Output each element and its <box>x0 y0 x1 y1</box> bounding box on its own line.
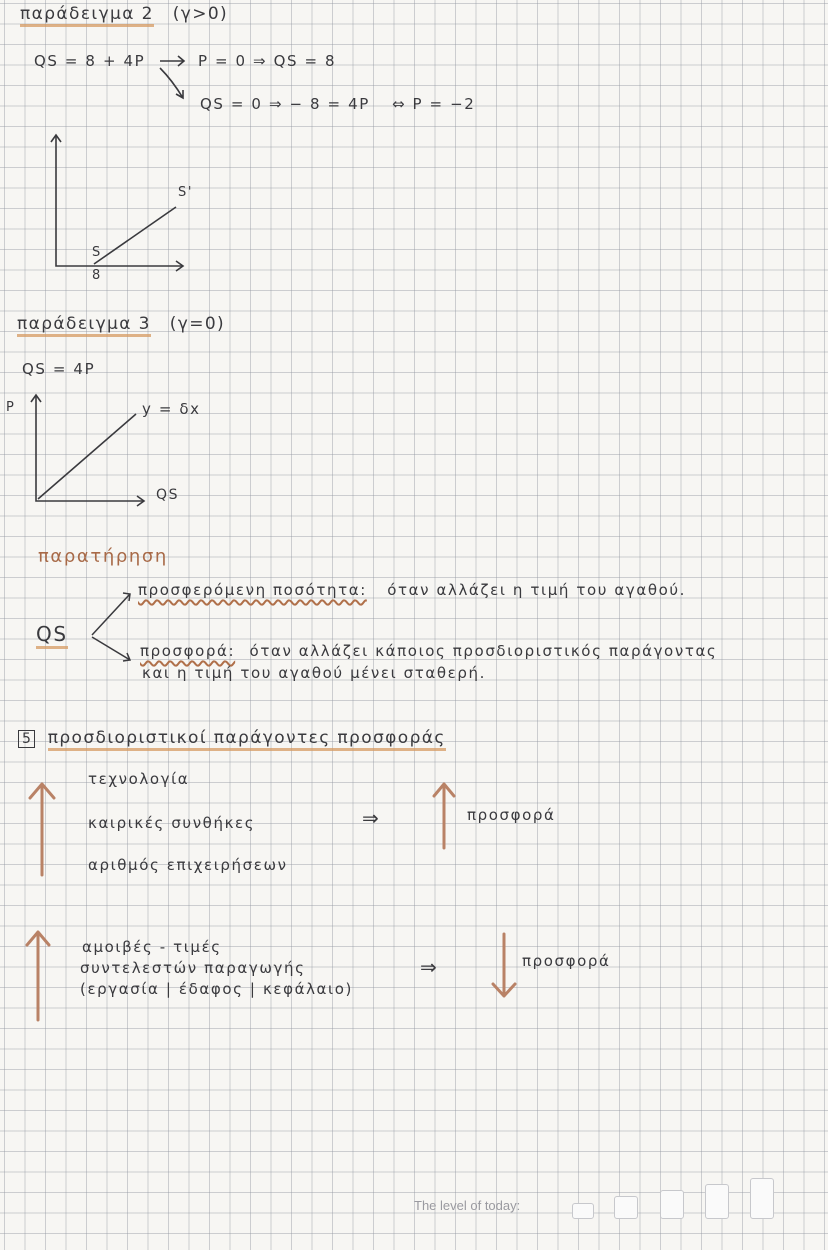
level-box-1[interactable] <box>572 1203 594 1219</box>
factor-production-factors-list: (εργασία | έδαφος | κεφάλαιο) <box>80 980 353 998</box>
example2-title-text: παράδειγμα 2 <box>20 4 154 27</box>
factor-weather: καιρικές συνθήκες <box>88 814 256 832</box>
implies-arrow-2-icon: ⇒ <box>420 955 437 979</box>
level-of-today-label: The level of today: <box>414 1198 521 1213</box>
section5-title: προσδιοριστικοί παράγοντες προσφοράς <box>48 728 446 751</box>
group2-result-supply: προσφορά <box>522 952 611 970</box>
level-box-2[interactable] <box>614 1196 638 1219</box>
example3-axis-p: P <box>6 400 16 415</box>
example3-line-label: y = δx <box>142 400 201 418</box>
example2-equation: QS = 8 + 4P <box>34 52 146 70</box>
example2-case-solution: ⇔ P = −2 <box>392 95 476 113</box>
example3-equation: QS = 4P <box>22 360 96 378</box>
implies-arrow-1-icon: ⇒ <box>362 806 379 830</box>
observation-definition-1: όταν αλλάζει η τιμή του αγαθού. <box>387 581 687 599</box>
observation-line3: και η τιμή του αγαθού μένει σταθερή. <box>142 664 486 682</box>
example2-label-8: 8 <box>92 268 102 283</box>
group1-result-supply: προσφορά <box>467 806 556 824</box>
level-box-4[interactable] <box>705 1184 729 1219</box>
observation-term-quantity-supplied: προσφερόμενη ποσότητα: <box>138 581 367 599</box>
factor-input-prices: αμοιβές - τιμές <box>82 938 222 956</box>
example3-condition: (γ=0) <box>169 314 226 334</box>
factor-production-factors: συντελεστών παραγωγής <box>80 959 306 977</box>
example2-label-s: S <box>92 245 102 260</box>
example2-label-s-prime: S' <box>178 185 194 200</box>
example2-case-qs-zero: QS = 0 ⇒ − 8 = 4P <box>200 95 370 113</box>
example2-case-p-zero: P = 0 ⇒ QS = 8 <box>198 52 337 70</box>
observation-term-supply: προσφορά: <box>140 642 236 660</box>
section5-number-box: 5 <box>18 730 35 748</box>
example3-axis-qs: QS <box>156 487 180 503</box>
observation-definition-2: όταν αλλάζει κάποιος προσδιοριστικός παράγοντας <box>249 642 718 660</box>
example3-title-text: παράδειγμα 3 <box>17 314 151 337</box>
example2-condition: (γ>0) <box>172 4 229 24</box>
observation-qs-text: QS <box>36 622 68 649</box>
observation-title: παρατήρηση <box>38 546 168 567</box>
factor-technology: τεχνολογία <box>88 770 190 788</box>
level-box-3[interactable] <box>660 1190 684 1219</box>
factor-number-of-firms: αριθμός επιχειρήσεων <box>88 856 288 874</box>
level-box-5[interactable] <box>750 1178 774 1219</box>
